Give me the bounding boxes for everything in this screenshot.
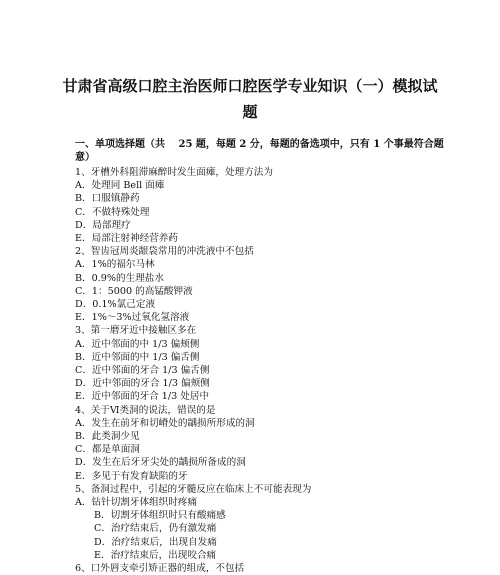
question-list — [75, 166, 455, 575]
question-2-stem: 2、智齿冠周炎龈袋常用的冲洗液中不包括 — [75, 246, 254, 258]
question-2-option-c: C．1：5000 的高锰酸钾液 — [75, 285, 193, 297]
question-3-stem: 3、第一磨牙近中接触区多在 — [75, 325, 197, 337]
question-1-option-b: B．口服镇静药 — [75, 193, 140, 205]
document-title — [60, 73, 440, 125]
title-line-2: 题 — [242, 103, 258, 121]
question-5-option-b: B．切割牙体组织时只有酸痛感 — [94, 510, 226, 522]
question-3-option-d: D．近中邻面的牙合 1/3 偏颊侧 — [75, 378, 210, 390]
question-4-option-c: C．都是单面洞 — [75, 444, 140, 456]
question-4-option-d: D．发生在后牙牙尖处的龋损所备成的洞 — [75, 457, 246, 469]
question-1-option-e: E．局部注射神经营养药 — [75, 233, 178, 245]
question-5-option-a: A．钻针切割牙体组织时疼痛 — [75, 497, 198, 509]
title-line-1: 甘肃省高级口腔主治医师口腔医学专业知识（一）模拟试 — [62, 77, 438, 95]
section-heading: 一、单项选择题（共 25 题，每题 2 分，每题的备选项中，只有 1 个事最符合题意） — [75, 139, 444, 163]
question-3-option-a: A．近中邻面的中 1/3 偏颊侧 — [75, 338, 200, 350]
question-1-option-d: D．局部理疗 — [75, 219, 131, 231]
question-2-option-e: E．1%～3%过氧化氢溶液 — [75, 312, 190, 324]
question-4-option-b: B．此类洞少见 — [75, 431, 140, 443]
question-2-option-d: D．0.1%氯己定液 — [75, 299, 156, 311]
question-4-option-a: A．发生在前牙和切嵴处的龋损所形成的洞 — [75, 417, 255, 429]
question-5-option-d: D．治疗结束后，出现自发痛 — [94, 536, 217, 548]
question-3-option-b: B．近中邻面的中 1/3 偏舌侧 — [75, 351, 200, 363]
question-3-option-c: C．近中邻面的牙合 1/3 偏舌侧 — [75, 365, 210, 377]
question-6-stem: 6、口外唇支牵引矫正器的组成，不包括 — [75, 563, 245, 575]
question-5-stem: 5、备洞过程中，引起的牙髓反应在临床上不可能表现为 — [75, 483, 312, 495]
question-1-option-c: C．不做特殊处理 — [75, 206, 150, 218]
question-5-option-e: E．治疗结束后，出现咬合痛 — [94, 549, 217, 561]
question-3-option-e: E．近中邻面的牙合 1/3 处居中 — [75, 391, 210, 403]
question-2-option-b: B．0.9%的生理盐水 — [75, 272, 164, 284]
question-1-stem: 1、牙槽外科阻滞麻醉时发生面瘫，处理方法为 — [75, 167, 273, 178]
question-1-option-a: A．处理同 Bell 面瘫 — [75, 180, 165, 192]
question-2-option-a: A．1%的福尔马林 — [75, 259, 155, 271]
question-4-stem: 4、关于Ⅵ类洞的说法，错误的是 — [75, 404, 216, 416]
question-4-option-e: E．多见于有发育缺陷的牙 — [75, 470, 188, 482]
question-5-option-c: C．治疗结束后，仍有激发痛 — [94, 523, 217, 535]
